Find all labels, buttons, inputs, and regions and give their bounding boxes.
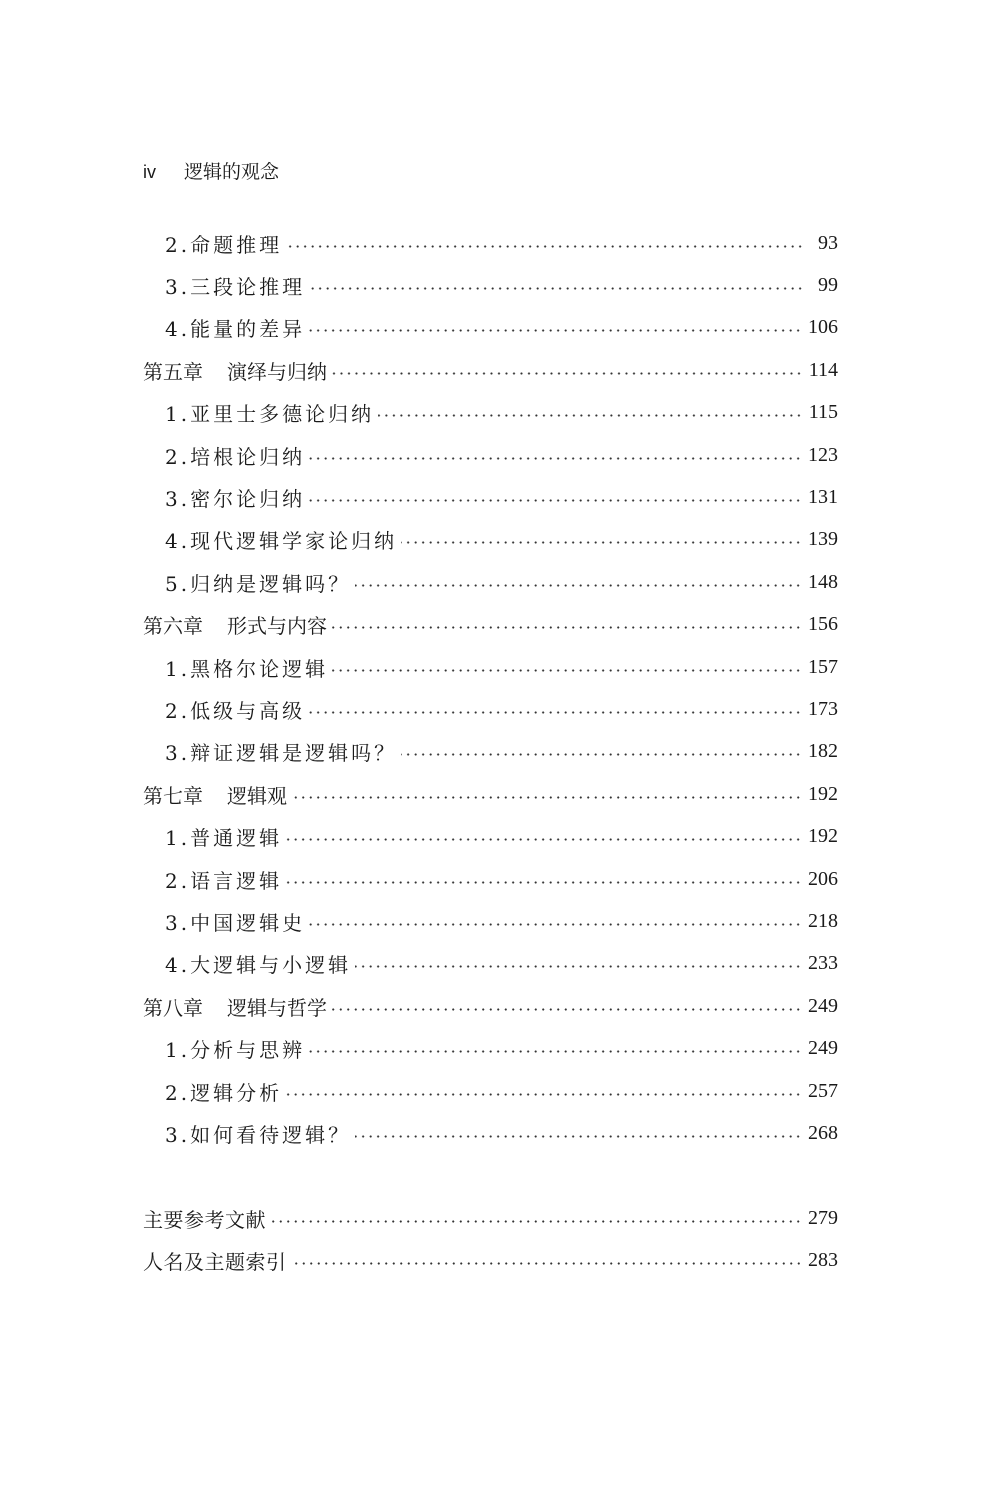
toc-section-row bbox=[143, 815, 838, 857]
dot-leader bbox=[309, 923, 802, 926]
section-title: 辩证逻辑是逻辑吗？ bbox=[190, 741, 398, 766]
running-header bbox=[143, 158, 279, 186]
dot-leader bbox=[286, 245, 804, 248]
toc-section-row bbox=[143, 519, 838, 561]
toc-entry-title bbox=[143, 441, 305, 470]
section-title: 分析与思辨 bbox=[190, 1038, 306, 1063]
toc-section-row bbox=[143, 1070, 838, 1112]
toc-page-number: 218 bbox=[808, 909, 838, 932]
toc-page-number: 182 bbox=[808, 740, 838, 763]
toc-section-row bbox=[143, 307, 838, 349]
dot-leader bbox=[331, 372, 803, 375]
toc-entry-title bbox=[143, 653, 328, 682]
dot-leader bbox=[286, 881, 802, 884]
toc-entry-title bbox=[143, 1246, 287, 1275]
toc-page-number: 131 bbox=[808, 486, 838, 509]
toc-page-number: 206 bbox=[808, 867, 838, 890]
toc-entry-title bbox=[143, 780, 287, 809]
section-number: 1. bbox=[165, 1038, 191, 1063]
backmatter-title: 人名及主题索引 bbox=[143, 1250, 287, 1275]
section-number: 3. bbox=[165, 487, 191, 512]
toc-entry-title bbox=[143, 483, 305, 512]
toc-page-number: 233 bbox=[808, 952, 838, 975]
section-number: 3. bbox=[165, 741, 191, 766]
toc-entry-title bbox=[143, 907, 305, 936]
section-title: 黑格尔论逻辑 bbox=[190, 656, 329, 681]
toc-page-number: 192 bbox=[808, 782, 838, 805]
section-title: 中国逻辑史 bbox=[190, 910, 306, 935]
toc-entry-title bbox=[143, 1077, 282, 1106]
toc-section-row bbox=[143, 264, 838, 306]
dot-leader bbox=[309, 499, 802, 502]
chapter-title: 逻辑与哲学 bbox=[227, 995, 327, 1020]
dot-leader bbox=[309, 711, 802, 714]
dot-leader bbox=[331, 1008, 802, 1011]
chapter-number: 第五章 bbox=[143, 359, 203, 384]
chapter-title: 形式与内容 bbox=[227, 614, 327, 639]
toc-entry-title bbox=[143, 695, 305, 724]
header-page-number: iv bbox=[143, 162, 156, 182]
toc-entry-title bbox=[143, 865, 282, 894]
dot-leader bbox=[355, 584, 802, 587]
section-title: 大逻辑与小逻辑 bbox=[190, 953, 352, 978]
toc-page-number: 106 bbox=[808, 316, 838, 339]
chapter-number: 第八章 bbox=[143, 995, 203, 1020]
chapter-title: 逻辑观 bbox=[227, 783, 287, 808]
toc-backmatter-row bbox=[143, 1197, 838, 1239]
toc-section-row bbox=[143, 688, 838, 730]
toc-entry-title bbox=[143, 229, 282, 258]
backmatter-title: 主要参考文献 bbox=[143, 1207, 266, 1232]
dot-leader bbox=[378, 414, 803, 417]
toc-backmatter-row bbox=[143, 1239, 838, 1281]
toc-section-row bbox=[143, 900, 838, 942]
section-number: 2. bbox=[165, 868, 191, 893]
section-number: 3. bbox=[165, 910, 191, 935]
header-book-title: 逻辑的观念 bbox=[184, 161, 280, 183]
section-number: 3. bbox=[165, 1122, 191, 1147]
toc-page-number: 249 bbox=[808, 994, 838, 1017]
dot-leader bbox=[309, 329, 802, 332]
toc-entry-title bbox=[143, 398, 374, 427]
table-of-contents bbox=[143, 222, 838, 1282]
toc-chapter-row bbox=[143, 604, 838, 646]
toc-page-number: 123 bbox=[808, 443, 838, 466]
dot-leader bbox=[309, 287, 804, 290]
toc-page-number: 156 bbox=[808, 613, 838, 636]
toc-spacer bbox=[143, 1155, 838, 1197]
toc-entry-title bbox=[143, 356, 327, 385]
toc-entry-title bbox=[143, 525, 397, 554]
toc-page-number: 99 bbox=[818, 274, 838, 297]
dot-leader bbox=[401, 541, 802, 544]
toc-page-number: 93 bbox=[818, 231, 838, 254]
toc-entry-title bbox=[143, 737, 397, 766]
toc-section-row bbox=[143, 1112, 838, 1154]
section-title: 现代逻辑学家论归纳 bbox=[190, 529, 398, 554]
toc-section-row bbox=[143, 222, 838, 264]
toc-entry-title bbox=[143, 822, 282, 851]
toc-page-number: 148 bbox=[808, 570, 838, 593]
section-number: 4. bbox=[165, 317, 191, 342]
toc-page-number: 283 bbox=[808, 1249, 838, 1272]
toc-entry-title bbox=[143, 313, 305, 342]
toc-section-row bbox=[143, 858, 838, 900]
toc-section-row bbox=[143, 731, 838, 773]
toc-page-number: 192 bbox=[808, 825, 838, 848]
toc-entry-title bbox=[143, 1204, 266, 1233]
toc-section-row bbox=[143, 434, 838, 476]
toc-entry-title bbox=[143, 949, 351, 978]
dot-leader bbox=[309, 457, 802, 460]
toc-page-number: 139 bbox=[808, 528, 838, 551]
toc-section-row bbox=[143, 476, 838, 518]
section-title: 普通逻辑 bbox=[190, 826, 283, 851]
toc-entry-title bbox=[143, 610, 327, 639]
section-number: 1. bbox=[165, 826, 191, 851]
section-number: 1. bbox=[165, 656, 191, 681]
section-number: 2. bbox=[165, 698, 191, 723]
toc-chapter-row bbox=[143, 773, 838, 815]
toc-page-number: 157 bbox=[808, 655, 838, 678]
dot-leader bbox=[286, 838, 802, 841]
toc-page-number: 257 bbox=[808, 1079, 838, 1102]
dot-leader bbox=[309, 1050, 802, 1053]
toc-entry-title bbox=[143, 1119, 351, 1148]
toc-entry-title bbox=[143, 271, 305, 300]
section-title: 能量的差异 bbox=[190, 317, 306, 342]
section-number: 2. bbox=[165, 1080, 191, 1105]
section-number: 5. bbox=[165, 571, 191, 596]
section-number: 1. bbox=[165, 402, 191, 427]
dot-leader bbox=[355, 1135, 802, 1138]
section-number: 2. bbox=[165, 444, 191, 469]
section-title: 语言逻辑 bbox=[190, 868, 283, 893]
section-title: 培根论归纳 bbox=[190, 444, 306, 469]
dot-leader bbox=[355, 965, 802, 968]
toc-page-number: 279 bbox=[808, 1206, 838, 1229]
dot-leader bbox=[291, 796, 802, 799]
section-number: 4. bbox=[165, 953, 191, 978]
section-title: 归纳是逻辑吗？ bbox=[190, 571, 352, 596]
chapter-number: 第六章 bbox=[143, 614, 203, 639]
dot-leader bbox=[270, 1220, 802, 1223]
section-title: 命题推理 bbox=[190, 232, 283, 257]
dot-leader bbox=[291, 1262, 803, 1265]
toc-page-number: 114 bbox=[808, 358, 838, 381]
toc-section-row bbox=[143, 561, 838, 603]
toc-page-number: 173 bbox=[808, 697, 838, 720]
toc-page-number: 268 bbox=[808, 1121, 838, 1144]
toc-entry-title bbox=[143, 992, 327, 1021]
toc-section-row bbox=[143, 943, 838, 985]
section-number: 3. bbox=[165, 275, 191, 300]
toc-section-row bbox=[143, 1027, 838, 1069]
section-number: 4. bbox=[165, 529, 191, 554]
dot-leader bbox=[286, 1093, 802, 1096]
section-number: 2. bbox=[165, 232, 191, 257]
toc-entry-title bbox=[143, 568, 351, 597]
toc-page-number: 115 bbox=[808, 401, 838, 424]
toc-section-row bbox=[143, 392, 838, 434]
chapter-number: 第七章 bbox=[143, 783, 203, 808]
section-title: 亚里士多德论归纳 bbox=[190, 402, 375, 427]
toc-section-row bbox=[143, 646, 838, 688]
section-title: 如何看待逻辑？ bbox=[190, 1122, 352, 1147]
section-title: 三段论推理 bbox=[190, 275, 306, 300]
dot-leader bbox=[332, 669, 802, 672]
chapter-title: 演绎与归纳 bbox=[227, 359, 327, 384]
section-title: 密尔论归纳 bbox=[190, 487, 306, 512]
section-title: 逻辑分析 bbox=[190, 1080, 283, 1105]
dot-leader bbox=[401, 753, 802, 756]
toc-chapter-row bbox=[143, 349, 838, 391]
toc-entry-title bbox=[143, 1034, 305, 1063]
toc-page-number: 249 bbox=[808, 1037, 838, 1060]
section-title: 低级与高级 bbox=[190, 698, 306, 723]
toc-chapter-row bbox=[143, 985, 838, 1027]
dot-leader bbox=[331, 626, 802, 629]
